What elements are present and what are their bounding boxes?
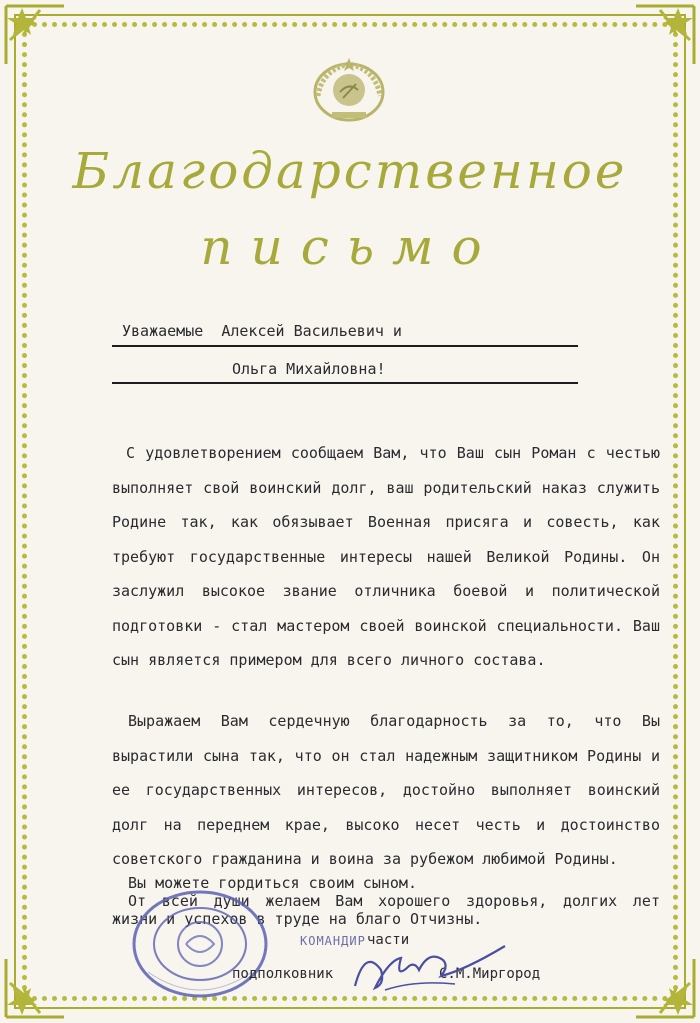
commander-label: КОМАНДИР <box>300 934 366 948</box>
paragraph-3b-text: От всей души желаем Вам хорошего здоровья, долгих лет жизни и успехов в труде на благо Отчизны. <box>112 892 660 928</box>
official-stamp-icon <box>120 880 280 1000</box>
corner-star-ornament-icon <box>630 0 700 70</box>
corner-star-ornament-icon <box>0 953 70 1023</box>
paragraph-2 <box>112 704 660 877</box>
corner-star-ornament-icon <box>0 0 70 70</box>
salutation-line-1: Уважаемые Алексей Васильевич и <box>122 322 402 340</box>
paragraph-1 <box>112 436 660 678</box>
paragraph-3a-text: Вы можете гордиться своим сыном. <box>128 874 417 892</box>
document-title: Благодарственное <box>72 142 628 200</box>
salutation-rule-2 <box>112 382 578 384</box>
unit-label: части <box>367 932 410 948</box>
paragraph-1-text: С удовлетворением сообщаем Вам, что Ваш сын Роман с честью выполняет свой воинский долг, ваш родительский наказ служить Родине так, как обязывает Военная присяга и совесть, как требуют государственные интересы нашей Великой Родины. Он заслужил высокое звание отличника боевой и политической подготовки - стал мастером своей воинской специальности. Ваш сын является примером для всего личного состава. <box>112 444 660 669</box>
ussr-emblem-icon <box>310 56 388 124</box>
corner-star-ornament-icon <box>630 953 700 1023</box>
rank-label: подполковник <box>232 966 334 982</box>
salutation-rule-1 <box>112 345 578 347</box>
salutation-line-2: Ольга Михайловна! <box>232 360 386 378</box>
paragraph-2-text: Выражаем Вам сердечную благодарность за то, что Вы вырастили сына так, что он стал надежным защитником Родины и ее государственных интересов, достойно выполняет воинский долг на переднем крае, высоко несет честь и достоинство советского гражданина и воина за рубежом любимой Родины. <box>112 712 660 868</box>
document-title-line2: письмо <box>200 218 500 276</box>
signatory-name: С.М.Миргород <box>439 966 541 982</box>
signature-icon <box>345 940 515 1000</box>
